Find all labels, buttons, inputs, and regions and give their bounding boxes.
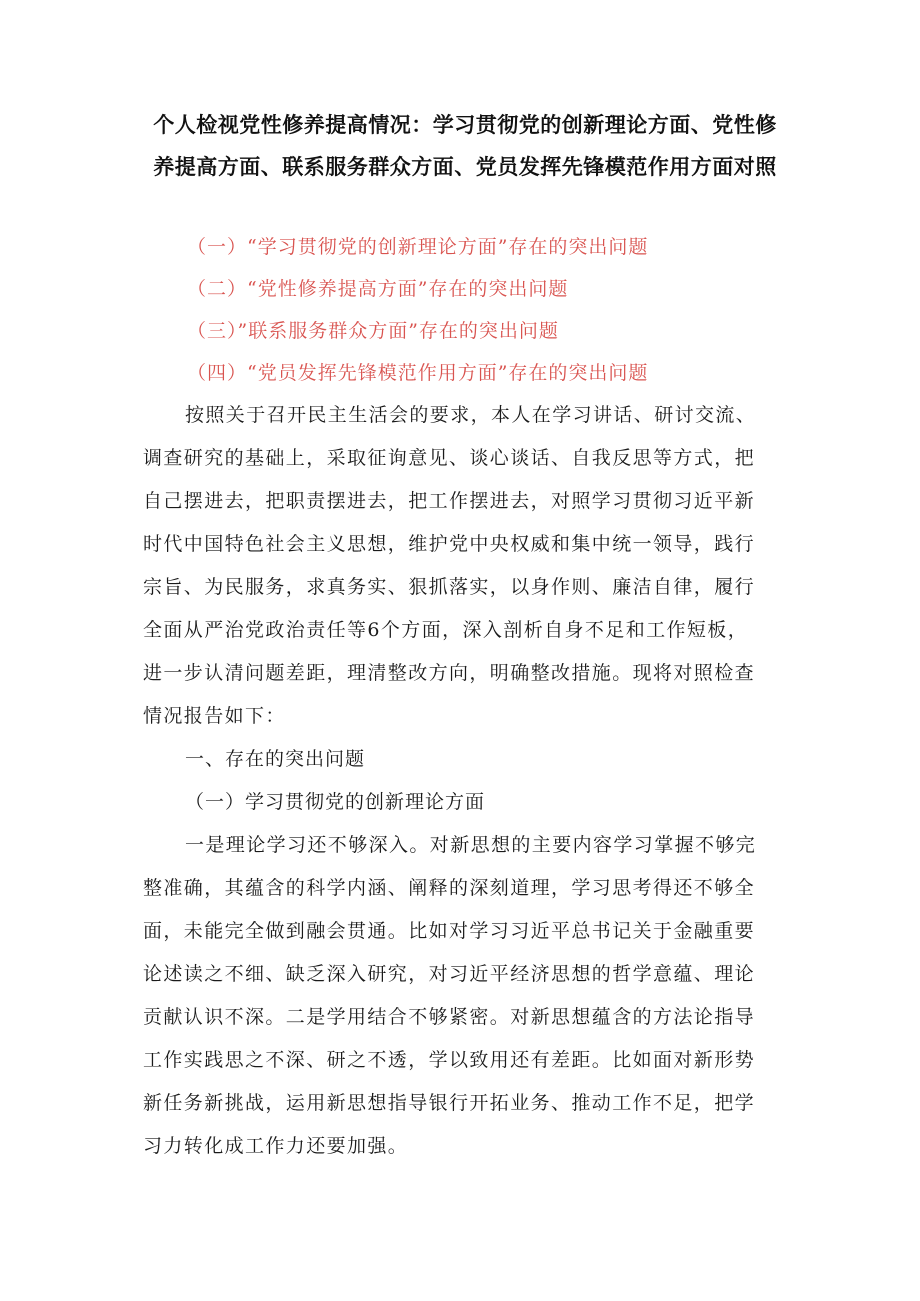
content-line: 习力转化成工作力还要加强。 (143, 1135, 409, 1157)
title-line-1: 个人检视党性修养提高情况：学习贯彻党的创新理论方面、党性修 (153, 112, 777, 137)
intro-line: 宗旨、为民服务，求真务实、狠抓落实，以身作则、廉洁自律，履行 (143, 576, 756, 598)
content-line: 工作实践思之不深、研之不透，学以致用还有差距。比如面对新形势 (143, 1049, 756, 1071)
toc-item-1[interactable]: （一）“学习贯彻党的创新理论方面”存在的突出问题 (187, 236, 649, 258)
intro-line: 按照关于召开民主生活会的要求，本人在学习讲话、研讨交流、 (185, 404, 757, 426)
content-paragraph (143, 824, 793, 1168)
toc-item-3[interactable]: （三）”联系服务群众方面”存在的突出问题 (187, 320, 559, 342)
content-line: 新任务新挑战，运用新思想指导银行开拓业务、推动工作不足，把学 (143, 1092, 756, 1114)
document-title (140, 104, 790, 188)
content-line: 贡献认识不深。二是学用结合不够紧密。对新思想蕴含的方法论指导 (143, 1006, 756, 1028)
intro-line: 自己摆进去，把职责摆进去，把工作摆进去，对照学习贯彻习近平新 (143, 490, 756, 512)
toc-item-2[interactable]: （二）“党性修养提高方面”存在的突出问题 (187, 278, 569, 300)
toc-item-4[interactable]: （四）“党员发挥先锋模范作用方面”存在的突出问题 (187, 362, 649, 384)
intro-line: 进一步认清问题差距，理清整改方向，明确整改措施。现将对照检查 (143, 662, 756, 684)
title-line-2: 养提高方面、联系服务群众方面、党员发挥先锋模范作用方面对照 (153, 154, 777, 179)
content-line: 面，未能完全做到融会贯通。比如对学习习近平总书记关于金融重要 (143, 920, 756, 942)
intro-line: 时代中国特色社会主义思想，维护党中央权威和集中统一领导，践行 (143, 533, 756, 555)
table-of-contents (187, 226, 807, 394)
content-line: 整准确，其蕴含的科学内涵、阐释的深刻道理，学习思考得还不够全 (143, 877, 756, 899)
section-heading: 一、存在的突出问题 (185, 748, 366, 770)
intro-line: 调查研究的基础上，采取征询意见、谈心谈话、自我反思等方式，把 (143, 447, 756, 469)
document-body (143, 394, 793, 1168)
intro-paragraph (143, 394, 793, 738)
subsection-heading: （一）学习贯彻党的创新理论方面 (185, 791, 486, 813)
content-line: 论述读之不细、缺乏深入研究，对习近平经济思想的哲学意蕴、理论 (143, 963, 756, 985)
content-line: 一是理论学习还不够深入。对新思想的主要内容学习掌握不够完 (185, 834, 757, 856)
intro-line: 情况报告如下： (143, 705, 286, 727)
intro-line: 全面从严治党政治责任等6个方面，深入剖析自身不足和工作短板， (143, 619, 749, 641)
